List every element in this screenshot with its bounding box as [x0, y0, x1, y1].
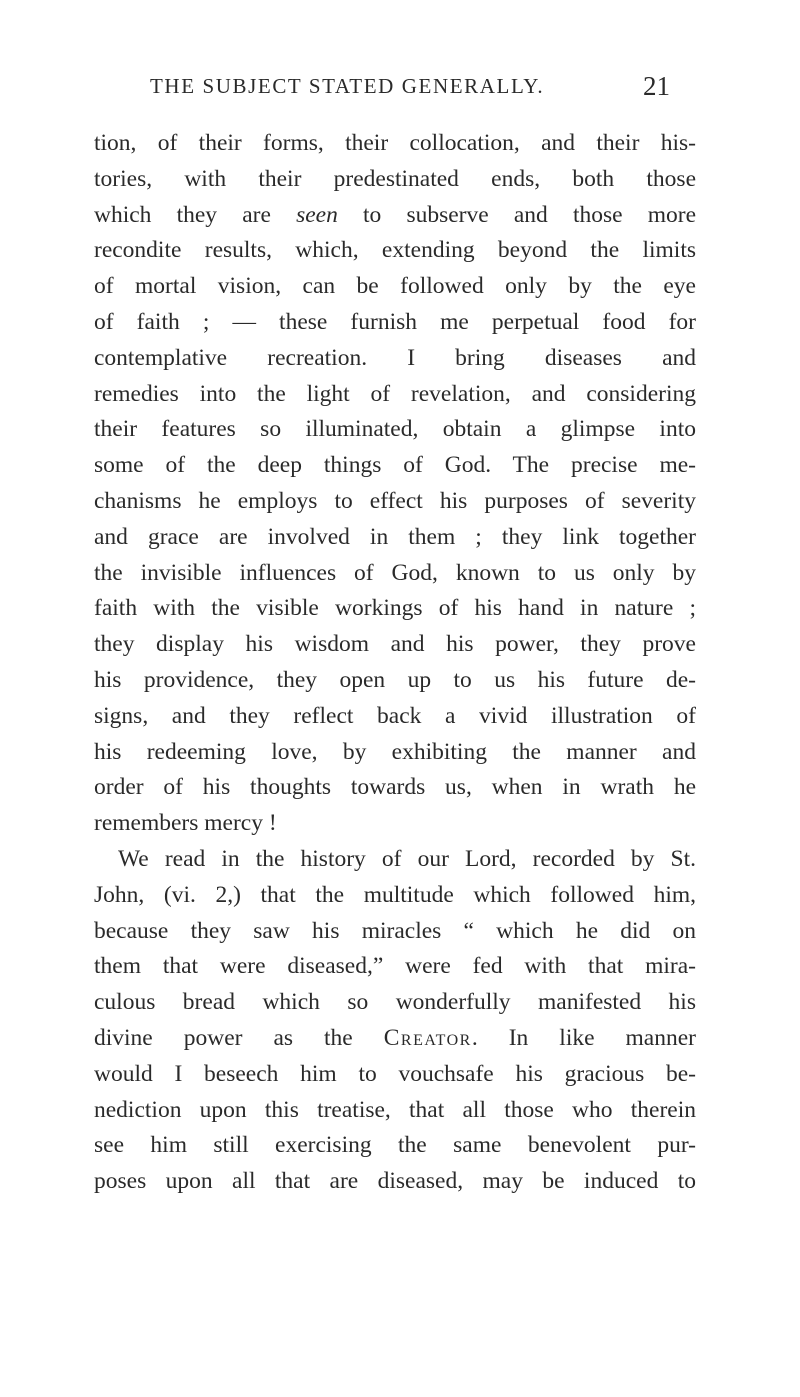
paragraph-start-line: We read in the history of our Lord, recorded by St.: [118, 845, 696, 872]
text-line: see him still exercising the same benevolent pur-: [94, 1132, 696, 1159]
text-line: some of the deep things of God. The precise me-: [94, 452, 696, 479]
text-line: their features so illuminated, obtain a glimpse into: [94, 416, 696, 443]
text-run: to subserve and those more: [337, 201, 697, 228]
italic-word: seen: [296, 201, 338, 228]
text-line: would I beseech him to vouchsafe his gracious be-: [94, 1060, 696, 1087]
text-line: John, (vi. 2,) that the multitude which followed him,: [94, 881, 696, 908]
body-text: [94, 126, 696, 1200]
text-line: order of his thoughts towards us, when in wrath he: [94, 774, 696, 801]
paragraph-end-line: remembers mercy !: [94, 810, 277, 837]
text-run: which they are: [94, 201, 297, 228]
text-line: remedies into the light of revelation, and considering: [94, 380, 696, 407]
text-line: tion, of their forms, their collocation, and their his-: [94, 130, 696, 156]
text-line: because they saw his miracles “ which he did on: [94, 917, 696, 944]
running-head: [150, 66, 670, 106]
text-line: his redeeming love, by exhibiting the manner and: [94, 738, 696, 765]
text-line: and grace are involved in them ; they link together: [94, 523, 696, 550]
text-line: poses upon all that are diseased, may be induced to: [94, 1168, 696, 1195]
page-number: 21: [643, 71, 670, 101]
text-line: of faith ; — these furnish me perpetual food for: [94, 308, 696, 335]
text-line: contemplative recreation. I bring diseases and: [94, 344, 696, 371]
text-line: his providence, they open up to us his future de-: [94, 666, 696, 693]
text-run: divine power as the: [94, 1024, 384, 1051]
text-line: tories, with their predestinated ends, both those: [94, 165, 696, 192]
running-title: THE SUBJECT STATED GENERALLY.: [150, 74, 545, 98]
text-line: recondite results, which, extending beyond the limits: [94, 237, 696, 264]
text-line: of mortal vision, can be followed only by the eye: [94, 273, 696, 300]
small-caps-word: Creator: [383, 1024, 472, 1051]
text-line: signs, and they reflect back a vivid illustration of: [94, 702, 696, 729]
text-line: [94, 1021, 696, 1057]
text-line: faith with the visible workings of his hand in nature ;: [94, 595, 696, 622]
text-run: . In like manner: [471, 1024, 696, 1051]
text-line: nediction upon this treatise, that all those who therein: [94, 1096, 696, 1123]
text-line: they display his wisdom and his power, they prove: [94, 631, 696, 658]
text-line: the invisible influences of God, known to us only by: [94, 559, 696, 586]
text-line: them that were diseased,” were fed with that mira-: [94, 953, 696, 980]
text-line: chanisms he employs to effect his purposes of severity: [94, 487, 696, 514]
text-line: culous bread which so wonderfully manifested his: [94, 989, 696, 1016]
text-line: [94, 198, 696, 234]
